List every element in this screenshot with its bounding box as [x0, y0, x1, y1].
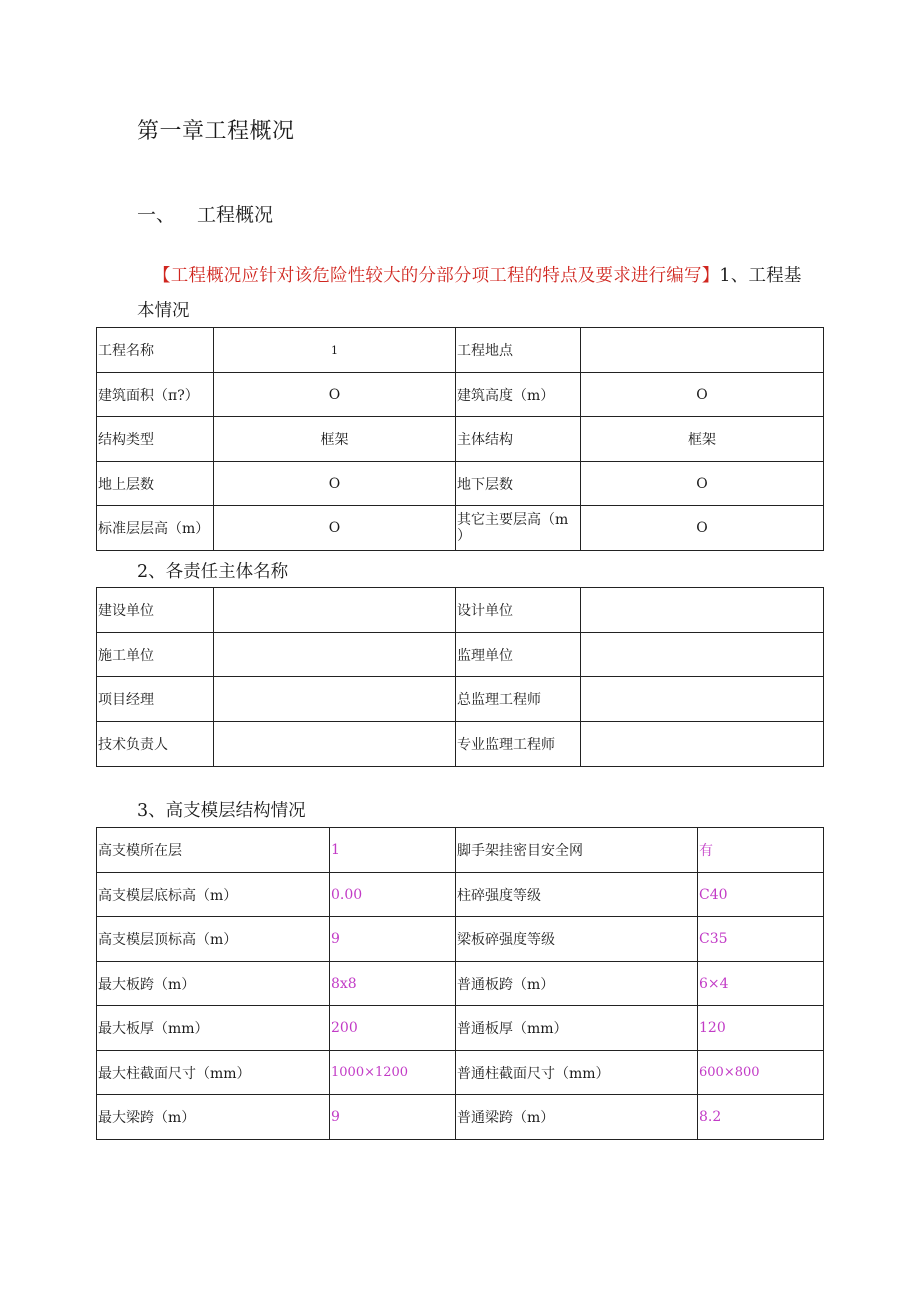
- table-row: [97, 1006, 824, 1051]
- cell-value: 9: [330, 917, 456, 962]
- cell-label: 普通柱截面尺寸（mm）: [456, 1051, 698, 1095]
- cell-label: 脚手架挂密目安全网: [456, 828, 698, 873]
- cell-value: 有: [698, 828, 824, 873]
- table-row: [97, 633, 824, 677]
- cell-label: 普通板厚（mm）: [456, 1006, 698, 1051]
- cell-label: 技术负责人: [97, 722, 214, 767]
- subsection-1-heading: 1、工程基: [719, 266, 802, 286]
- cell-label: 设计单位: [456, 588, 581, 633]
- cell-label: 最大梁跨（m）: [97, 1095, 330, 1140]
- cell-value: 0.00: [330, 873, 456, 917]
- cell-label: 地下层数: [456, 462, 581, 506]
- cell-value: [581, 677, 824, 722]
- basic-info-table: [96, 327, 824, 551]
- cell-label: 普通板跨（m）: [456, 962, 698, 1006]
- table-row: [97, 328, 824, 373]
- section-number: 一、: [137, 204, 176, 226]
- subsection-2-heading: 2、各责任主体名称: [137, 562, 289, 582]
- table-row: [97, 1051, 824, 1095]
- table-row: [97, 677, 824, 722]
- cell-value: 6×4: [698, 962, 824, 1006]
- cell-value: [581, 328, 824, 373]
- cell-value: 600×800: [698, 1051, 824, 1095]
- chapter-title: 第一章工程概况: [137, 119, 295, 144]
- table-row: [97, 1095, 824, 1140]
- cell-value: O: [581, 373, 824, 417]
- responsible-parties-table: [96, 587, 824, 767]
- cell-value: O: [214, 462, 456, 506]
- cell-label: 主体结构: [456, 417, 581, 462]
- cell-value: [581, 633, 824, 677]
- table-row: [97, 588, 824, 633]
- cell-label: 专业监理工程师: [456, 722, 581, 767]
- table-row: [97, 373, 824, 417]
- subsection-1-heading-cont: 本情况: [137, 301, 190, 321]
- table-row: [97, 417, 824, 462]
- cell-label: 结构类型: [97, 417, 214, 462]
- cell-value: 框架: [581, 417, 824, 462]
- table-row: [97, 873, 824, 917]
- cell-value: [214, 633, 456, 677]
- cell-label: 建筑面积（π?）: [97, 373, 214, 417]
- cell-value: 框架: [214, 417, 456, 462]
- cell-label: 柱碎强度等级: [456, 873, 698, 917]
- table-row: [97, 722, 824, 767]
- cell-label: 监理单位: [456, 633, 581, 677]
- cell-label: 项目经理: [97, 677, 214, 722]
- cell-value: [581, 722, 824, 767]
- cell-value: [581, 588, 824, 633]
- cell-value: O: [214, 506, 456, 551]
- cell-label: 高支模层底标高（m）: [97, 873, 330, 917]
- cell-value: 120: [698, 1006, 824, 1051]
- instruction-note: [153, 262, 802, 287]
- cell-value: O: [214, 373, 456, 417]
- cell-label-line: ）: [457, 528, 471, 544]
- table-row: [97, 506, 824, 551]
- cell-label: 梁板碎强度等级: [456, 917, 698, 962]
- cell-label-line: 其它主要层高（m: [457, 512, 569, 528]
- table-row: [97, 462, 824, 506]
- cell-value: [214, 677, 456, 722]
- cell-label: 最大柱截面尺寸（mm）: [97, 1051, 330, 1095]
- cell-label: 建设单位: [97, 588, 214, 633]
- cell-value: 9: [330, 1095, 456, 1140]
- cell-label: 地上层数: [97, 462, 214, 506]
- table-row: [97, 962, 824, 1006]
- table-row: [97, 917, 824, 962]
- cell-value: 1000×1200: [330, 1051, 456, 1095]
- subsection-3-heading: 3、高支模层结构情况: [137, 801, 306, 821]
- instruction-note-red: 【工程概况应针对该危险性较大的分部分项工程的特点及要求进行编写】: [153, 266, 720, 286]
- cell-value: C35: [698, 917, 824, 962]
- cell-value: [214, 722, 456, 767]
- cell-label: 工程地点: [456, 328, 581, 373]
- cell-label: 工程名称: [97, 328, 214, 373]
- cell-label: 高支模层顶标高（m）: [97, 917, 330, 962]
- formwork-structure-table: [96, 827, 824, 1140]
- cell-label: 标准层层高（m）: [97, 506, 214, 551]
- cell-label: 最大板厚（mm）: [97, 1006, 330, 1051]
- cell-value: O: [581, 462, 824, 506]
- cell-label: 总监理工程师: [456, 677, 581, 722]
- cell-label: 最大板跨（m）: [97, 962, 330, 1006]
- cell-value: 200: [330, 1006, 456, 1051]
- cell-value: 1: [330, 828, 456, 873]
- cell-label: 普通梁跨（m）: [456, 1095, 698, 1140]
- cell-value: [214, 588, 456, 633]
- table-row: [97, 828, 824, 873]
- cell-label: 施工单位: [97, 633, 214, 677]
- section-title: 工程概况: [197, 204, 274, 226]
- cell-value: O: [581, 506, 824, 551]
- cell-label: 建筑高度（m）: [456, 373, 581, 417]
- cell-value: 8x8: [330, 962, 456, 1006]
- cell-label: 高支模所在层: [97, 828, 330, 873]
- cell-value: C40: [698, 873, 824, 917]
- cell-value: 8.2: [698, 1095, 824, 1140]
- cell-label: [456, 506, 581, 551]
- cell-value: 1: [214, 328, 456, 373]
